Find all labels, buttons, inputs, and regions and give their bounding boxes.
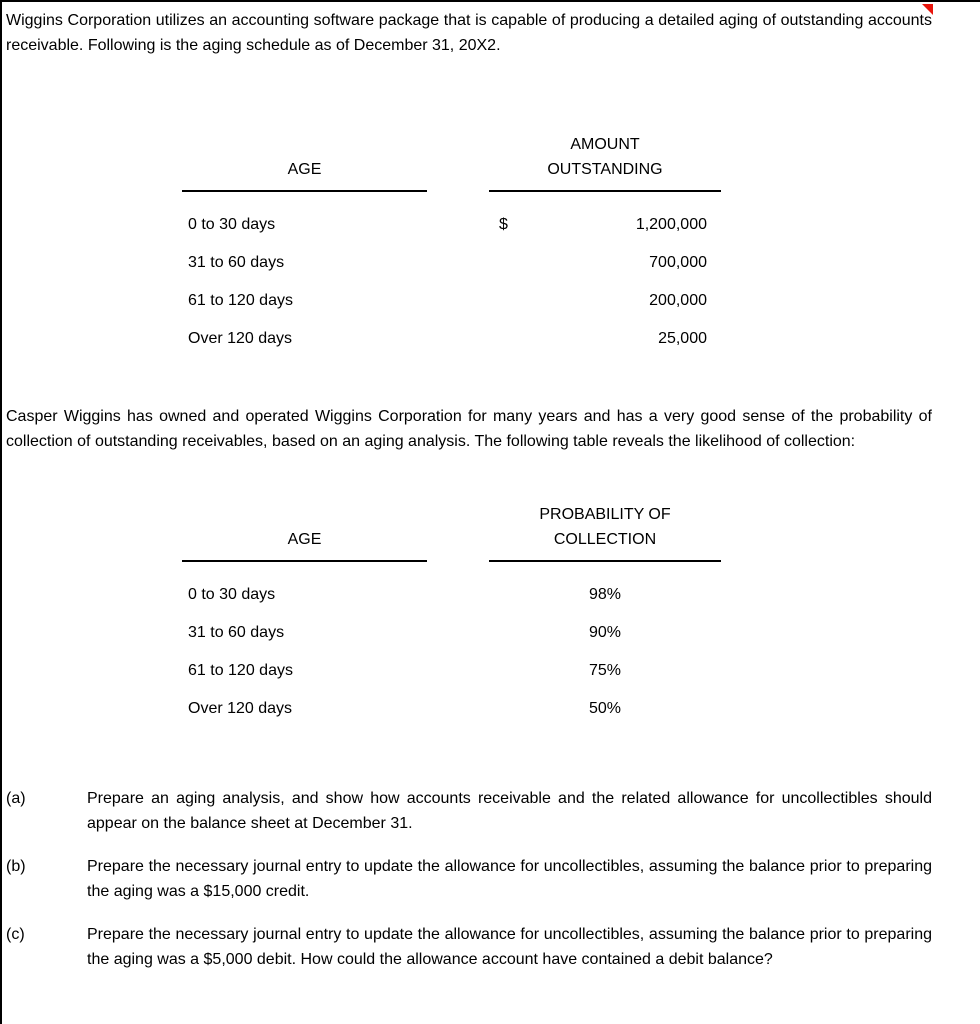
probability-header-line1: PROBABILITY OF xyxy=(539,506,671,523)
middle-paragraph: Casper Wiggins has owned and operated Wiggins Corporation for many years and has a very good sense of the probability of collection of outstanding receivables, based on an aging analysis. The following table reveals the likelihood of collection: xyxy=(6,408,932,450)
requirement-label: (c) xyxy=(6,926,25,943)
age-cell: 0 to 30 days xyxy=(188,586,276,603)
probability-table-body xyxy=(182,576,932,728)
age-cell: Over 120 days xyxy=(188,700,293,717)
age-cell: 61 to 120 days xyxy=(188,292,293,309)
probability-column-header xyxy=(489,502,721,562)
table-row xyxy=(182,614,932,652)
requirement-text: Prepare an aging analysis, and show how accounts receivable and the related allowance for uncollectibles should appear on the balance sheet at December 31. xyxy=(87,790,932,832)
aging-table-header xyxy=(182,132,932,192)
amount-cell xyxy=(489,216,721,234)
probability-cell: 90% xyxy=(588,624,622,641)
table-row xyxy=(182,282,932,320)
age-cell: 31 to 60 days xyxy=(188,254,285,271)
table-row xyxy=(182,652,932,690)
requirement-label: (a) xyxy=(6,790,26,807)
requirement-item-b xyxy=(6,854,932,904)
probability-header-line2: COLLECTION xyxy=(553,531,657,548)
amount-header-line1: AMOUNT xyxy=(570,136,640,153)
aging-table-body xyxy=(182,206,932,358)
age-cell: 61 to 120 days xyxy=(188,662,293,679)
probability-cell: 50% xyxy=(588,700,622,717)
requirements-list xyxy=(6,786,932,972)
table-row xyxy=(182,690,932,728)
table-row xyxy=(182,320,932,358)
amount-column-header xyxy=(489,132,721,192)
probability-table-header xyxy=(182,502,932,562)
age-cell: Over 120 days xyxy=(188,330,293,347)
table-row xyxy=(182,244,932,282)
currency-symbol: $ xyxy=(499,216,508,233)
amount-cell xyxy=(489,254,721,272)
age-cell: 0 to 30 days xyxy=(188,216,276,233)
requirement-text: Prepare the necessary journal entry to update the allowance for uncollectibles, assuming the balance prior to preparing the aging was a $15,000 credit. xyxy=(87,858,932,900)
amount-value: 700,000 xyxy=(649,254,707,271)
probability-cell: 98% xyxy=(588,586,622,603)
table-row xyxy=(182,206,932,244)
amount-cell xyxy=(489,292,721,310)
amount-header-line2: OUTSTANDING xyxy=(547,161,663,178)
requirement-label: (b) xyxy=(6,858,26,875)
probability-table xyxy=(182,502,932,728)
amount-value: 200,000 xyxy=(649,292,707,309)
intro-paragraph: Wiggins Corporation utilizes an accounting software package that is capable of producing a detailed aging of outstanding accounts receivable. Following is the aging schedule as of December 31, 20X2. xyxy=(6,12,932,54)
aging-schedule-table xyxy=(182,132,932,358)
amount-value: 1,200,000 xyxy=(635,216,707,233)
annotation-flag-icon xyxy=(922,4,933,15)
requirement-text: Prepare the necessary journal entry to update the allowance for uncollectibles, assuming the balance prior to preparing the aging was a $5,000 debit. How could the allowance account have contained a debit balance? xyxy=(87,926,932,968)
age-cell: 31 to 60 days xyxy=(188,624,285,641)
table-row xyxy=(182,576,932,614)
age-column-header: AGE xyxy=(182,527,427,562)
probability-cell: 75% xyxy=(588,662,622,679)
requirement-item-a xyxy=(6,786,932,836)
requirement-item-c xyxy=(6,922,932,972)
age-column-header: AGE xyxy=(182,157,427,192)
amount-cell xyxy=(489,330,721,348)
amount-value: 25,000 xyxy=(658,330,707,347)
